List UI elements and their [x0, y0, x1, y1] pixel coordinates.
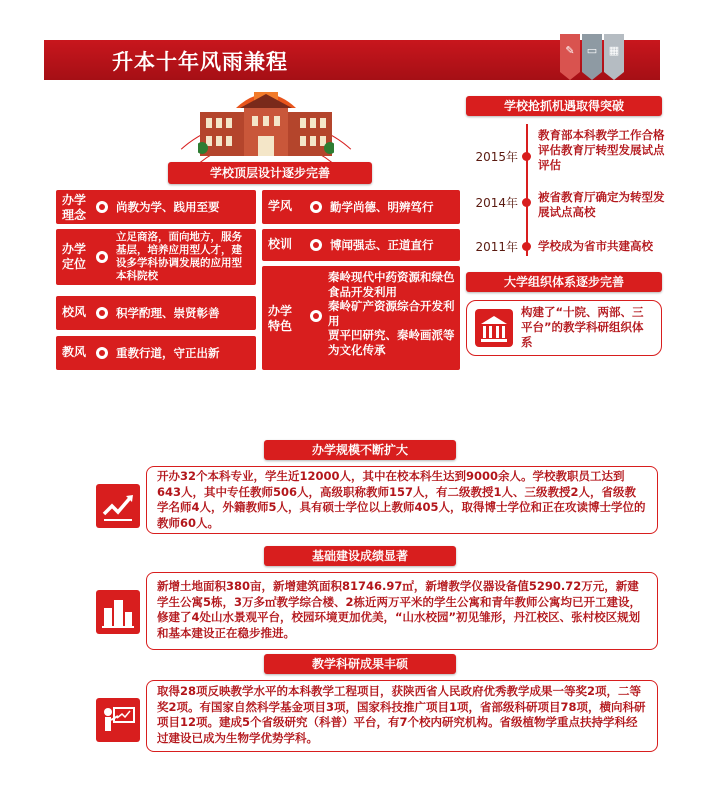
timeline-axis [526, 124, 528, 256]
bullet-icon [310, 239, 322, 251]
bullet-icon [310, 310, 322, 322]
timeline-event-text: 教育部本科教学工作合格评估教育厅转型发展试点评估 [538, 128, 665, 172]
grid-icon[interactable]: ▦ [604, 34, 624, 80]
timeline-year: 2014年 [475, 196, 518, 210]
timeline-dot [522, 242, 531, 251]
design-key: 校训 [268, 237, 293, 251]
growth-icon [96, 484, 140, 528]
org-text: 构建了“十院、两部、三平台”的教学科研组织体系 [521, 305, 644, 349]
design-item-features [262, 266, 460, 370]
org-box [466, 300, 662, 356]
infra-text: 新增土地面积380亩，新增建筑面积81746.97㎡，新增教学仪器设备值5290.72万元，新建学生公寓5栋，3万多㎡教学综合楼、2栋近两万平米的学生公寓和青年教师公寓均已开工建设，修建了4处山水景观平台，校园环境更加优美，“山水校园”初见雏形，丹江校区、张村校区规划和基本建设正在稳步推进。 [157, 579, 642, 640]
building-illustration [198, 86, 334, 158]
design-item-philosophy [56, 190, 256, 224]
design-value: 尚教为学、践用至要 [116, 200, 220, 214]
infra-title: 基础建设成绩显著 [264, 546, 456, 566]
bullet-icon [96, 347, 108, 359]
bullet-icon [96, 201, 108, 213]
buildings-icon [96, 590, 140, 634]
timeline-event-text: 学校成为省市共建高校 [538, 239, 653, 253]
design-value: 秦岭现代中药资源和绿色食品开发利用 秦岭矿产资源综合开发利用 贾平凹研究、秦岭画派等为文化传承 [328, 270, 455, 357]
scale-box [146, 466, 658, 534]
design-key: 教风 [62, 345, 87, 359]
research-title: 教学科研成果丰硕 [264, 654, 456, 674]
timeline-title: 学校抢抓机遇取得突破 [466, 96, 662, 116]
bullet-icon [96, 251, 108, 263]
timeline-dot [522, 152, 531, 161]
design-value: 勤学尚德、明辨笃行 [330, 200, 434, 214]
design-key: 办学 理念 [62, 193, 87, 222]
org-title: 大学组织体系逐步完善 [466, 272, 662, 292]
research-box [146, 680, 658, 752]
research-text: 取得28项反映教学水平的本科教学工程项目，获陕西省人民政府优秀教学成果一等奖2项，二等奖2项。有国家自然科学基金项目3项，国家科技推广项目1项，省部级科研项目78项，横向科研项目12项。建成5个省级研究（科普）平台，有7个校内研究机构。省级植物学重点扶持学科经过建设已成为生物学优势学科。 [157, 684, 646, 745]
design-item-study-style [262, 190, 460, 224]
top-design-title: 学校顶层设计逐步完善 [168, 162, 372, 184]
institution-icon [475, 309, 513, 347]
design-value: 重教行道，守正出新 [116, 346, 220, 360]
monitor-icon[interactable]: ▭ [582, 34, 602, 80]
timeline-event-text: 被省教育厅确定为转型发展试点高校 [538, 190, 665, 219]
design-value: 博闻强志、正道直行 [330, 238, 434, 252]
design-item-motto [262, 229, 460, 261]
design-value: 立足商洛，面向地方，服务基层，培养应用型人才，建设多学科协调发展的应用型本科院校 [116, 231, 242, 282]
design-value: 积学酌理、崇贤彰善 [116, 306, 220, 320]
infra-box [146, 572, 658, 650]
page-title: 升本十年风雨兼程 [112, 50, 288, 74]
timeline-year: 2015年 [475, 150, 518, 164]
bullet-icon [310, 201, 322, 213]
scale-title: 办学规模不断扩大 [264, 440, 456, 460]
bullet-icon [96, 307, 108, 319]
design-key: 办学 定位 [62, 242, 87, 271]
design-item-positioning [56, 229, 256, 285]
scale-text: 开办32个本科专业，学生近12000人，其中在校本科生达到9000余人。学校教职员工达到643人，其中专任教师506人，高级职称教师157人，有二级教授1人、三级教授2人，省级教学名师4人，外籍教师5人，具有硕士学位以上教师405人，取得博士学位和正在攻读博士学位的教师60人。 [157, 469, 646, 530]
pencil-icon[interactable]: ✎ [560, 34, 580, 80]
design-item-school-style [56, 296, 256, 330]
timeline-year: 2011年 [475, 240, 518, 254]
design-key: 办学 特色 [268, 304, 293, 333]
design-key: 校风 [62, 305, 87, 319]
design-item-teaching-style [56, 336, 256, 370]
timeline-dot [522, 198, 531, 207]
design-key: 学风 [268, 199, 293, 213]
presentation-icon [96, 698, 140, 742]
